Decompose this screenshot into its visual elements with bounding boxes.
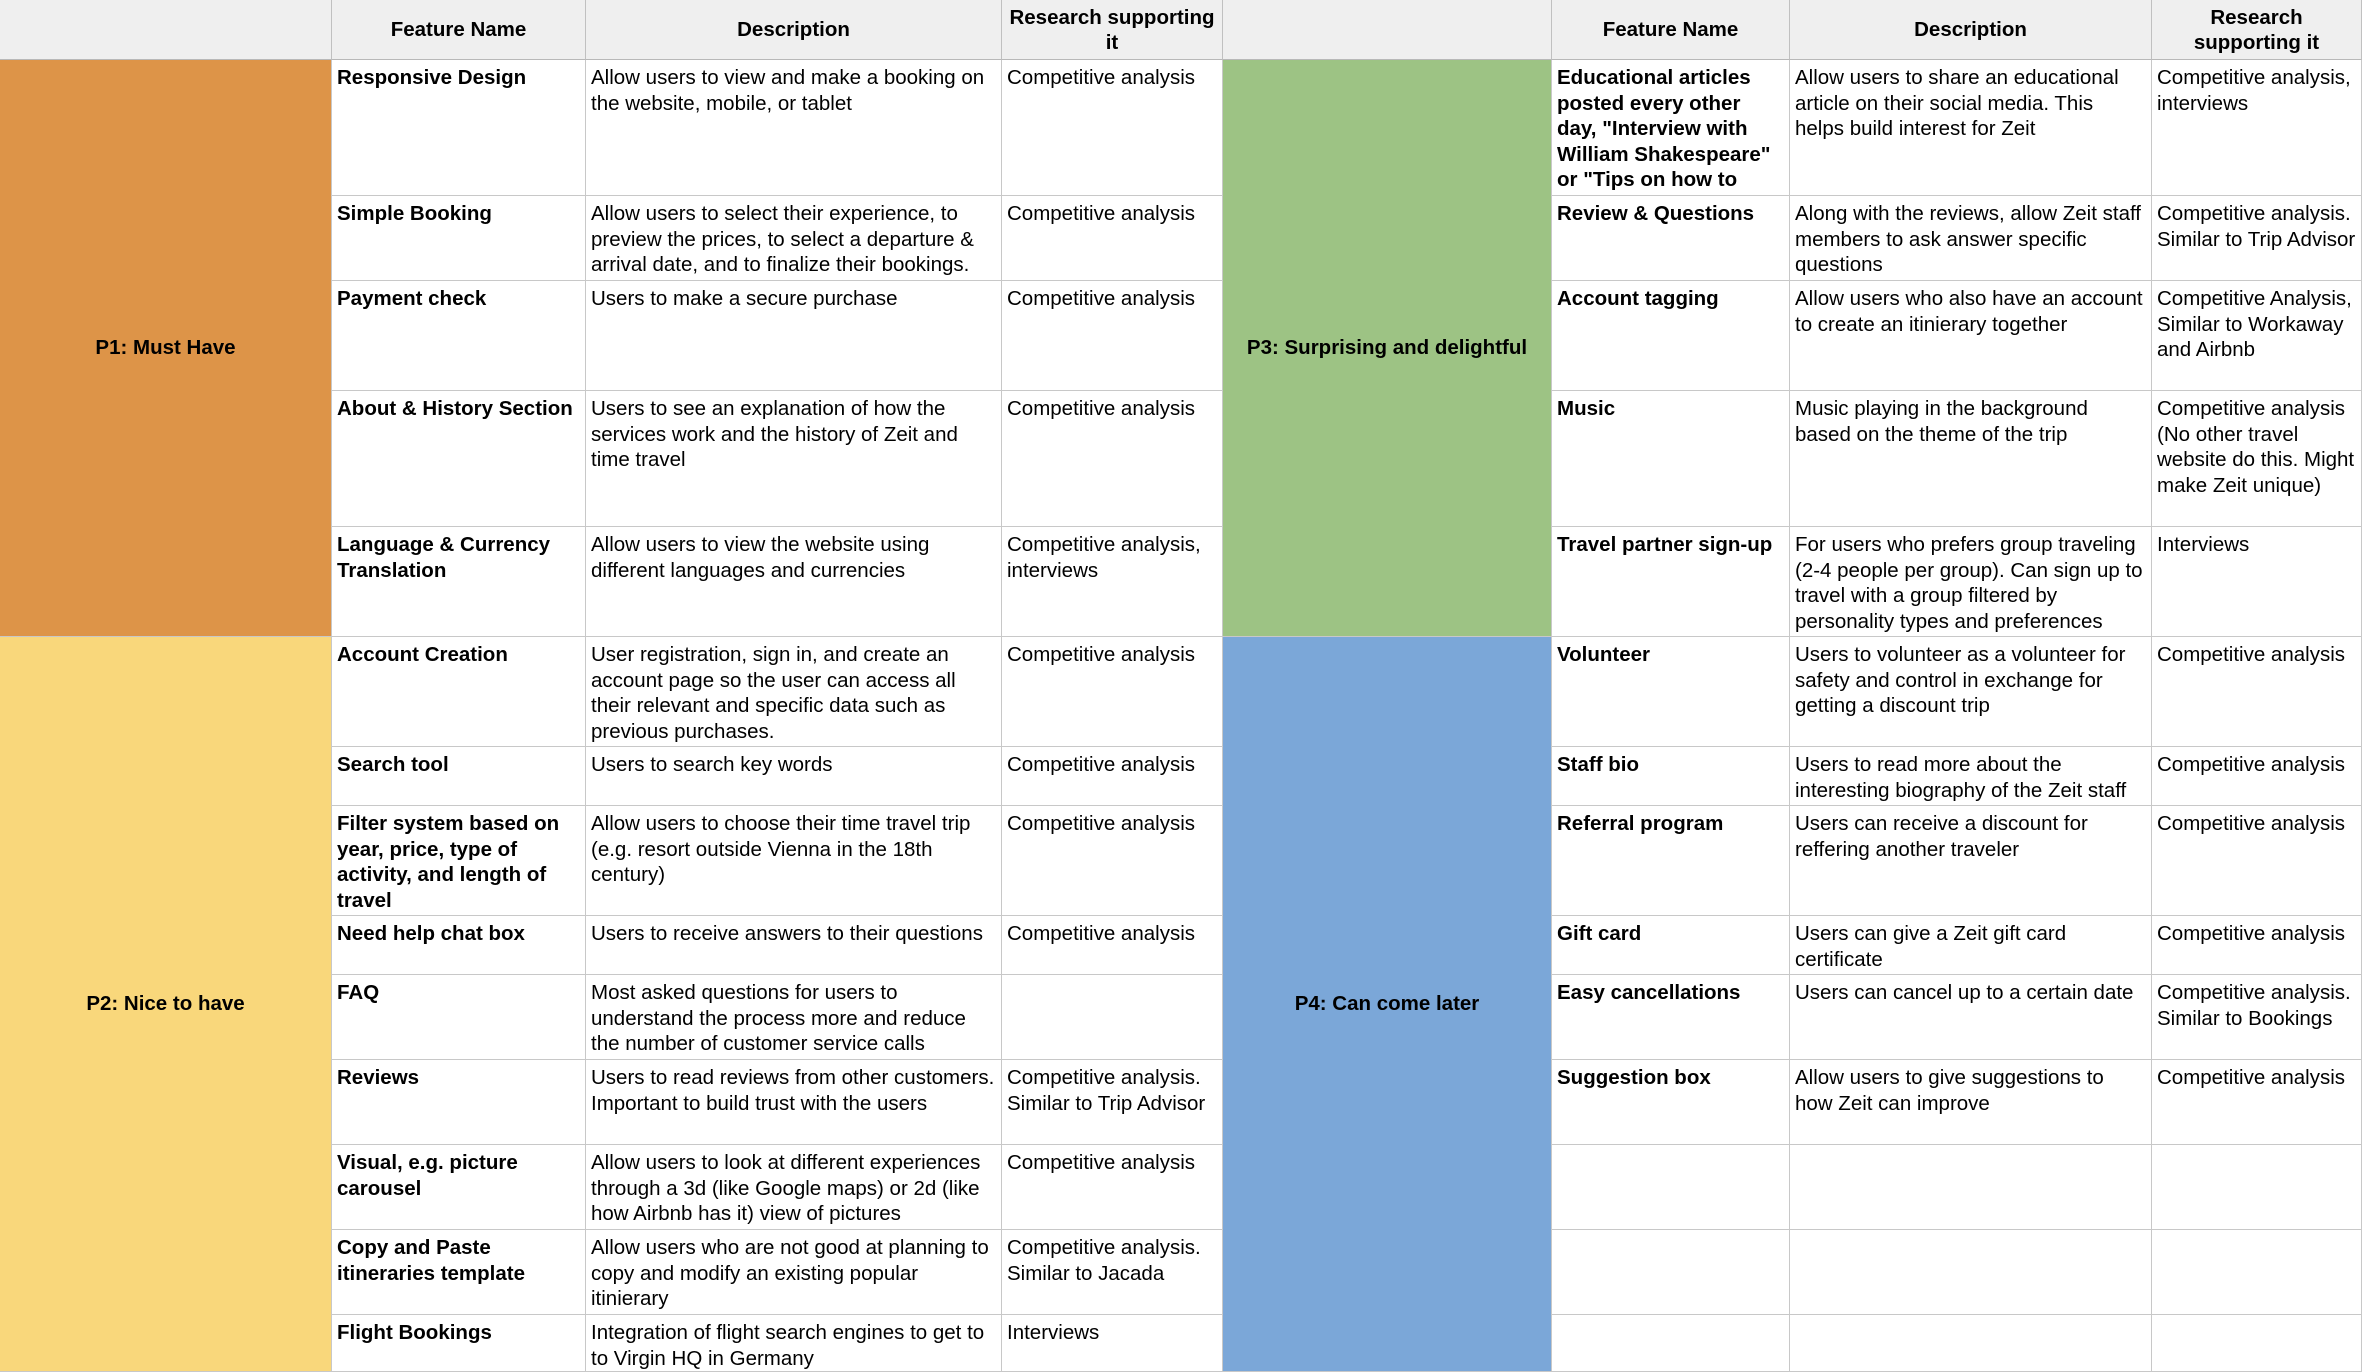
description-cell-right[interactable]: Allow users who also have an account to create an itinierary together — [1790, 281, 2152, 391]
description-cell-right[interactable] — [1790, 1145, 2152, 1230]
description-cell-right[interactable]: Users to read more about the interesting biography of the Zeit staff — [1790, 747, 2152, 806]
research-cell[interactable]: Competitive analysis — [1002, 1145, 1223, 1230]
description-cell[interactable]: Allow users to choose their time travel trip (e.g. resort outside Vienna in the 18th century) — [586, 806, 1002, 916]
description-cell[interactable]: Allow users who are not good at planning to copy and modify an existing popular itinierary — [586, 1230, 1002, 1315]
feature-name-cell-right[interactable] — [1552, 1315, 1790, 1372]
research-cell-right[interactable]: Competitive analysis — [2152, 747, 2362, 806]
header-description-right[interactable]: Description — [1790, 0, 2152, 60]
description-cell[interactable]: Users to make a secure purchase — [586, 281, 1002, 391]
header-gap-cell[interactable] — [1223, 0, 1552, 60]
description-cell-right[interactable]: Allow users to give suggestions to how Zeit can improve — [1790, 1060, 2152, 1145]
feature-name-cell-right[interactable]: Account tagging — [1552, 281, 1790, 391]
feature-name-cell-right[interactable]: Music — [1552, 391, 1790, 527]
research-cell-right[interactable]: Competitive Analysis, Similar to Workaway and Airbnb — [2152, 281, 2362, 391]
description-cell[interactable]: Allow users to view the website using different languages and currencies — [586, 527, 1002, 637]
feature-name-cell-right[interactable]: Gift card — [1552, 916, 1790, 975]
research-cell-right[interactable]: Competitive analysis (No other travel website do this. Might make Zeit unique) — [2152, 391, 2362, 527]
research-cell-right[interactable]: Competitive analysis. Similar to Trip Advisor — [2152, 196, 2362, 281]
research-cell-right[interactable]: Competitive analysis — [2152, 1060, 2362, 1145]
priority-p2-cell[interactable]: P2: Nice to have — [0, 637, 332, 1372]
feature-name-cell[interactable]: Copy and Paste itineraries template — [332, 1230, 586, 1315]
feature-name-cell-right[interactable]: Review & Questions — [1552, 196, 1790, 281]
feature-name-cell[interactable]: Filter system based on year, price, type of activity, and length of travel — [332, 806, 586, 916]
feature-name-cell[interactable]: Flight Bookings — [332, 1315, 586, 1372]
feature-name-cell-right[interactable]: Educational articles posted every other day, "Interview with William Shakespeare" or "Tips on how to — [1552, 60, 1790, 196]
description-cell[interactable]: Most asked questions for users to understand the process more and reduce the number of customer service calls — [586, 975, 1002, 1060]
feature-name-cell[interactable]: Visual, e.g. picture carousel — [332, 1145, 586, 1230]
header-corner-cell[interactable] — [0, 0, 332, 60]
description-cell-right[interactable]: Users can receive a discount for reffering another traveler — [1790, 806, 2152, 916]
research-cell-right[interactable]: Competitive analysis — [2152, 916, 2362, 975]
priority-p4-cell[interactable]: P4: Can come later — [1223, 637, 1552, 1372]
feature-name-cell[interactable]: Search tool — [332, 747, 586, 806]
description-cell-right[interactable]: Music playing in the background based on the theme of the trip — [1790, 391, 2152, 527]
research-cell[interactable]: Competitive analysis. Similar to Trip Advisor — [1002, 1060, 1223, 1145]
research-cell[interactable]: Competitive analysis. Similar to Jacada — [1002, 1230, 1223, 1315]
header-description[interactable]: Description — [586, 0, 1002, 60]
description-cell[interactable]: Users to search key words — [586, 747, 1002, 806]
header-research-right[interactable]: Research supporting it — [2152, 0, 2362, 60]
description-cell[interactable]: Allow users to select their experience, to preview the prices, to select a departure & arrival date, and to finalize their bookings. — [586, 196, 1002, 281]
header-feature-name-right[interactable]: Feature Name — [1552, 0, 1790, 60]
description-cell[interactable]: Allow users to view and make a booking on the website, mobile, or tablet — [586, 60, 1002, 196]
research-cell[interactable]: Competitive analysis — [1002, 747, 1223, 806]
research-cell[interactable]: Competitive analysis, interviews — [1002, 527, 1223, 637]
research-cell[interactable]: Competitive analysis — [1002, 391, 1223, 527]
description-cell-right[interactable] — [1790, 1230, 2152, 1315]
research-cell[interactable]: Competitive analysis — [1002, 637, 1223, 747]
description-cell[interactable]: Users to receive answers to their questions — [586, 916, 1002, 975]
research-cell-right[interactable]: Competitive analysis. Similar to Bookings — [2152, 975, 2362, 1060]
description-cell-right[interactable]: Allow users to share an educational article on their social media. This helps build interest for Zeit — [1790, 60, 2152, 196]
description-cell[interactable]: Users to read reviews from other customers. Important to build trust with the users — [586, 1060, 1002, 1145]
feature-name-cell-right[interactable] — [1552, 1145, 1790, 1230]
feature-name-cell-right[interactable]: Travel partner sign-up — [1552, 527, 1790, 637]
research-cell-right[interactable]: Competitive analysis — [2152, 637, 2362, 747]
feature-name-cell[interactable]: Reviews — [332, 1060, 586, 1145]
research-cell[interactable]: Competitive analysis — [1002, 916, 1223, 975]
priority-p1-cell[interactable]: P1: Must Have — [0, 60, 332, 637]
description-cell[interactable]: Integration of flight search engines to get to to Virgin HQ in Germany — [586, 1315, 1002, 1372]
description-cell-right[interactable] — [1790, 1315, 2152, 1372]
feature-name-cell-right[interactable]: Volunteer — [1552, 637, 1790, 747]
research-cell[interactable]: Competitive analysis — [1002, 60, 1223, 196]
description-cell[interactable]: Users to see an explanation of how the services work and the history of Zeit and time travel — [586, 391, 1002, 527]
feature-name-cell[interactable]: Payment check — [332, 281, 586, 391]
feature-name-cell-right[interactable]: Referral program — [1552, 806, 1790, 916]
feature-name-cell-right[interactable]: Easy cancellations — [1552, 975, 1790, 1060]
research-cell-right[interactable]: Competitive analysis — [2152, 806, 2362, 916]
feature-name-cell-right[interactable]: Suggestion box — [1552, 1060, 1790, 1145]
description-cell[interactable]: Allow users to look at different experiences through a 3d (like Google maps) or 2d (like how Airbnb has it) view of pictures — [586, 1145, 1002, 1230]
description-cell-right[interactable]: Users can give a Zeit gift card certificate — [1790, 916, 2152, 975]
feature-name-cell[interactable]: Simple Booking — [332, 196, 586, 281]
research-cell[interactable]: Interviews — [1002, 1315, 1223, 1372]
description-cell[interactable]: User registration, sign in, and create an account page so the user can access all their relevant and specific data such as previous purchases. — [586, 637, 1002, 747]
research-cell[interactable] — [1002, 975, 1223, 1060]
feature-name-cell[interactable]: Responsive Design — [332, 60, 586, 196]
research-cell-right[interactable] — [2152, 1315, 2362, 1372]
feature-name-cell[interactable]: Language & Currency Translation — [332, 527, 586, 637]
research-cell[interactable]: Competitive analysis — [1002, 196, 1223, 281]
research-cell[interactable]: Competitive analysis — [1002, 806, 1223, 916]
research-cell-right[interactable] — [2152, 1230, 2362, 1315]
feature-name-cell[interactable]: FAQ — [332, 975, 586, 1060]
description-cell-right[interactable]: Users to volunteer as a volunteer for safety and control in exchange for getting a discount trip — [1790, 637, 2152, 747]
header-feature-name[interactable]: Feature Name — [332, 0, 586, 60]
description-cell-right[interactable]: Along with the reviews, allow Zeit staff members to ask answer specific questions — [1790, 196, 2152, 281]
feature-name-cell-right[interactable]: Staff bio — [1552, 747, 1790, 806]
feature-name-cell[interactable]: About & History Section — [332, 391, 586, 527]
description-cell-right[interactable]: For users who prefers group traveling (2-4 people per group). Can sign up to travel with a group filtered by personality types and preferences — [1790, 527, 2152, 637]
description-cell-right[interactable]: Users can cancel up to a certain date — [1790, 975, 2152, 1060]
research-cell-right[interactable] — [2152, 1145, 2362, 1230]
research-cell-right[interactable]: Competitive analysis, interviews — [2152, 60, 2362, 196]
research-cell[interactable]: Competitive analysis — [1002, 281, 1223, 391]
feature-name-cell-right[interactable] — [1552, 1230, 1790, 1315]
header-research[interactable]: Research supporting it — [1002, 0, 1223, 60]
feature-name-cell[interactable]: Account Creation — [332, 637, 586, 747]
feature-name-cell[interactable]: Need help chat box — [332, 916, 586, 975]
research-cell-right[interactable]: Interviews — [2152, 527, 2362, 637]
priority-p3-cell[interactable]: P3: Surprising and delightful — [1223, 60, 1552, 637]
